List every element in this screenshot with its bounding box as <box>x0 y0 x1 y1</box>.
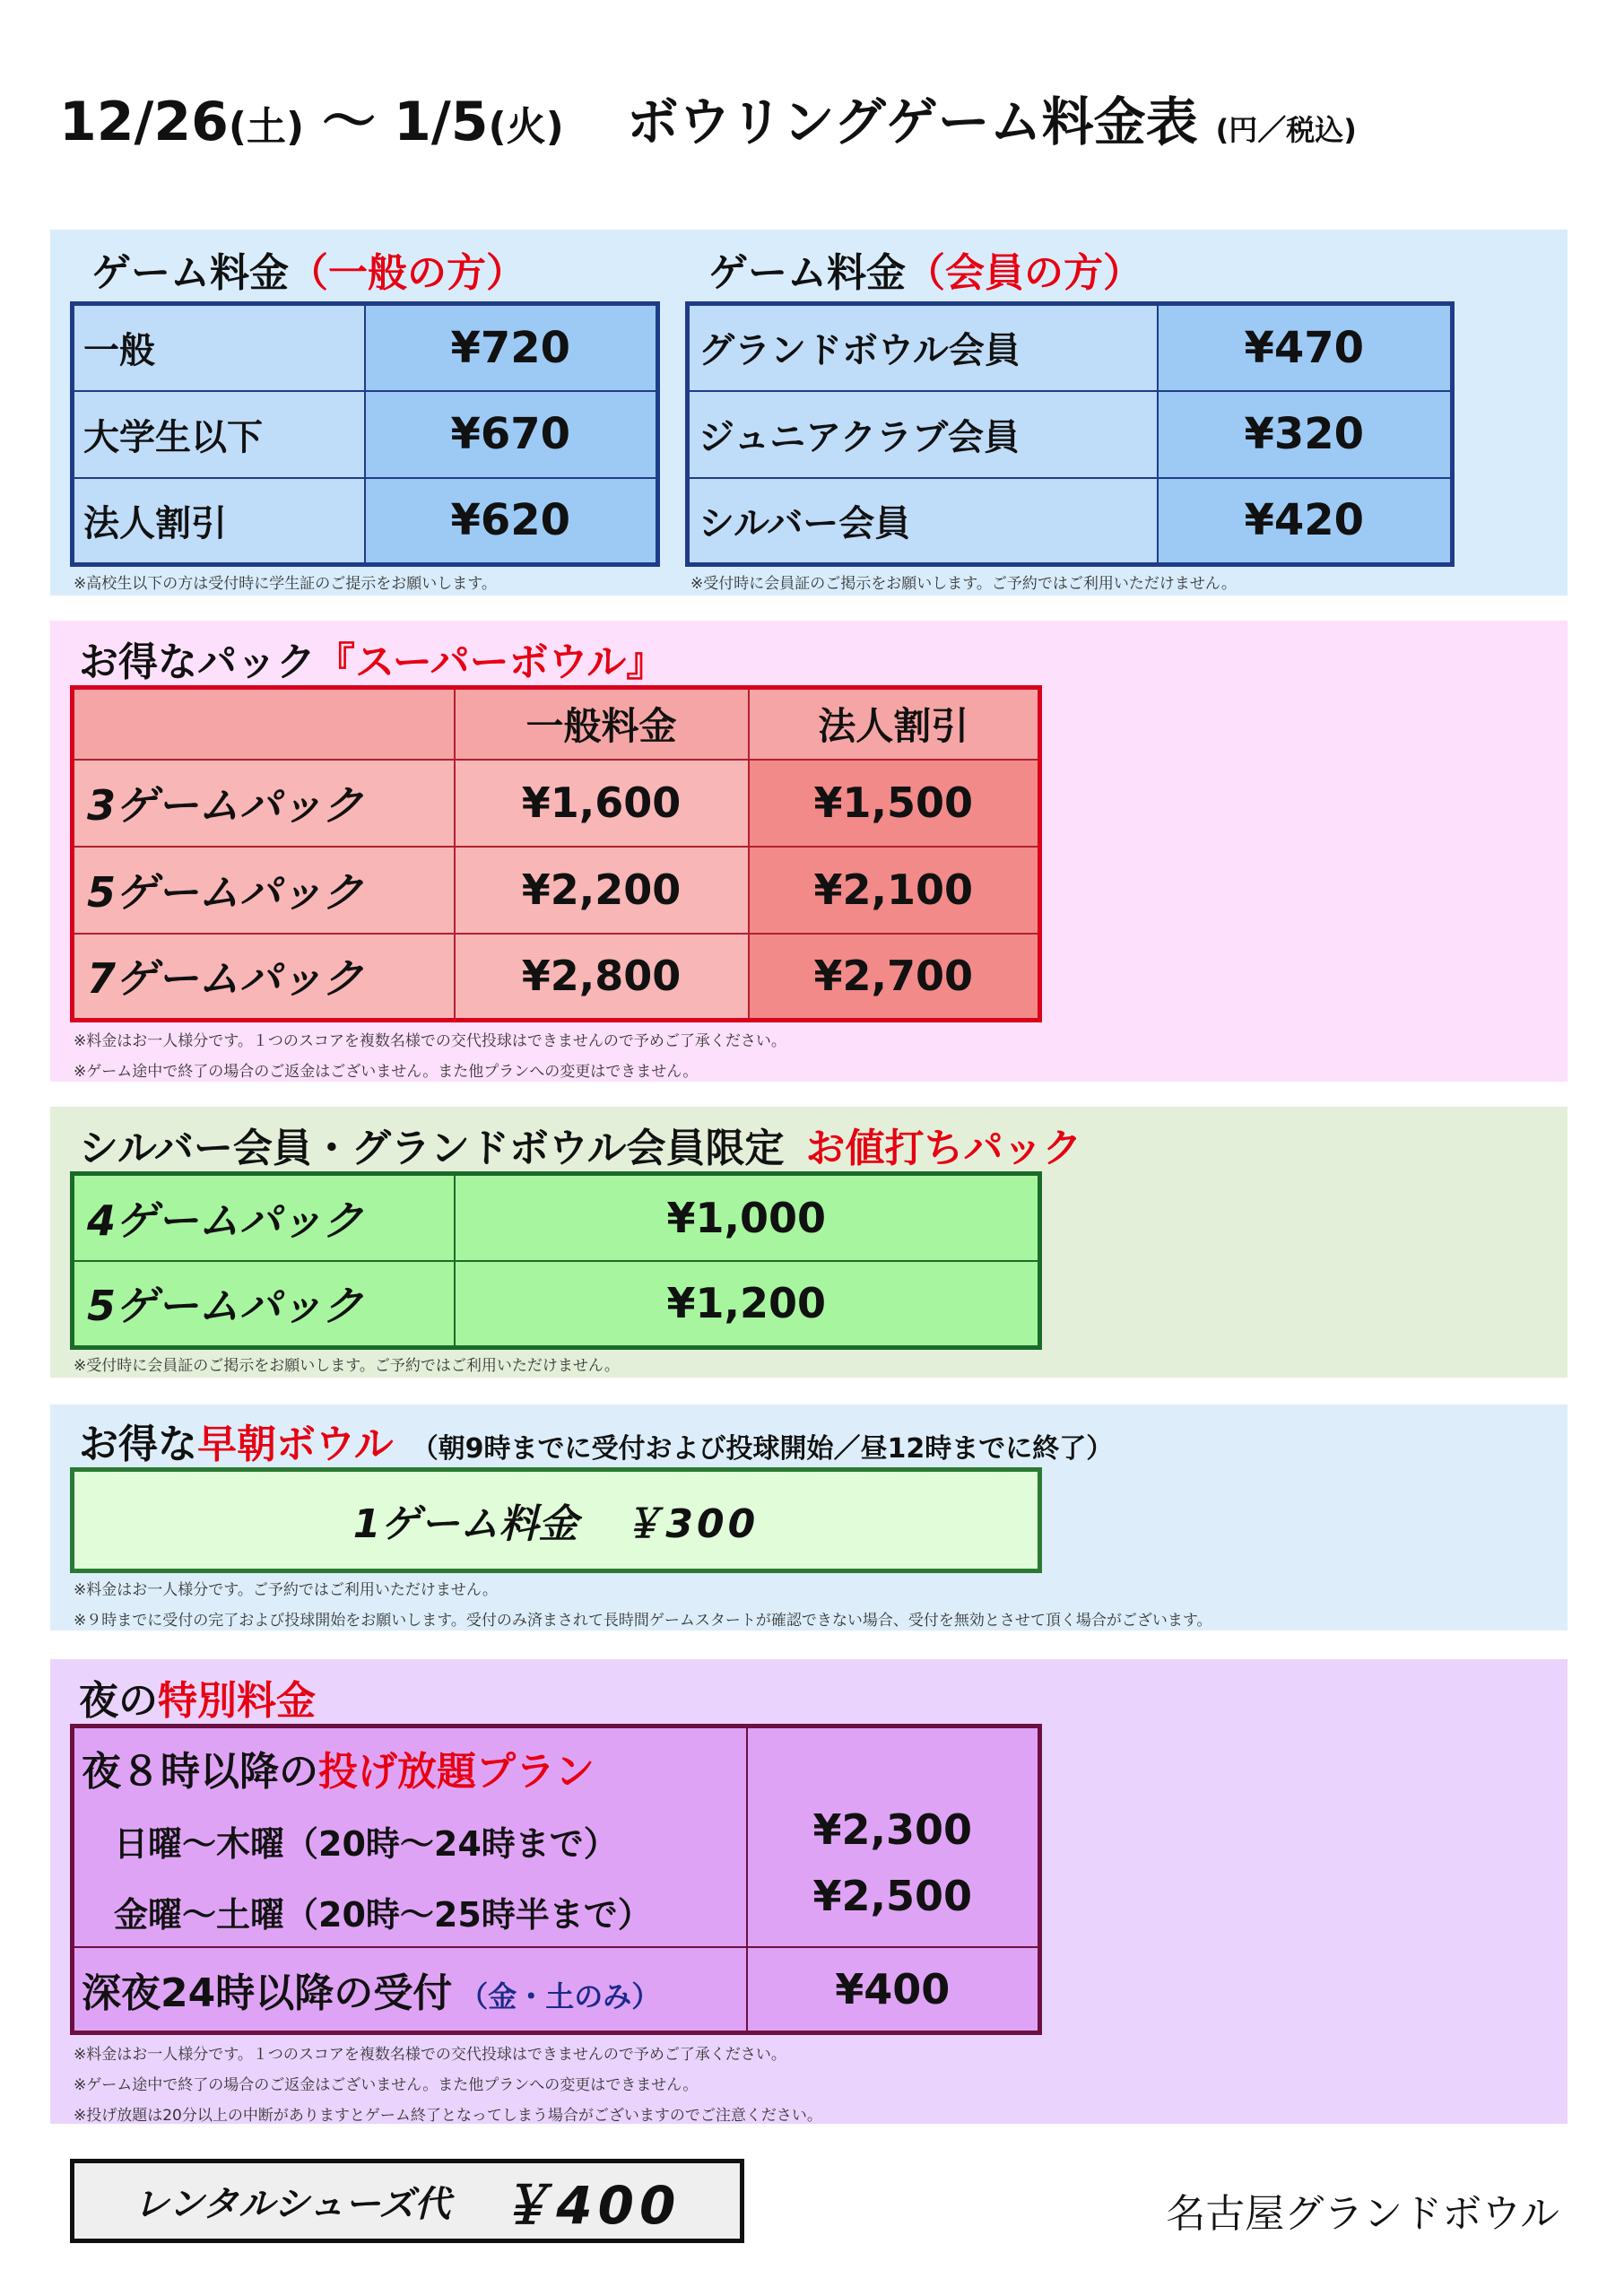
weekday-price: ¥2,300 <box>812 1805 972 1854</box>
table-row <box>73 1261 1040 1348</box>
table-row <box>73 1174 1040 1261</box>
night-note-1: ※料金はお一人様分です。１つのスコアを複数名様での交代投球はできませんので予めご了承ください。 <box>74 2046 786 2064</box>
early-bowl-label: 1ゲーム料金 <box>352 1501 578 1547</box>
date-tilde: 〜 <box>322 91 377 153</box>
table-row <box>73 760 1040 847</box>
pack-label: 5ゲームパック <box>73 847 455 934</box>
superbowl-note-1: ※料金はお一人様分です。１つのスコアを複数名様での交代投球はできませんので予めご了承ください。 <box>74 1032 786 1050</box>
fee-price: ¥470 <box>1158 304 1453 391</box>
header-empty <box>73 688 455 760</box>
page-title: ボウリングゲーム料金表 <box>626 91 1198 152</box>
early-bowl-price: ￥300 <box>622 1501 760 1547</box>
pack-label: 7ゲームパック <box>73 934 455 1021</box>
early-bowl-price-box <box>70 1467 1042 1573</box>
fee-label: ジュニアクラブ会員 <box>688 391 1158 478</box>
day-start: (土) <box>228 104 305 150</box>
pack-label: 5ゲームパック <box>73 1261 455 1348</box>
unlimited-prices <box>747 1726 1040 1947</box>
pack-label: 3ゲームパック <box>73 760 455 847</box>
member-fee-table <box>685 301 1455 567</box>
table-row <box>73 1947 1040 2033</box>
page-header <box>59 79 1357 160</box>
member-pack-note: ※受付時に会員証のご掲示をお願いします。ご予約ではご利用いただけません。 <box>74 1357 620 1375</box>
fee-price: ¥320 <box>1158 391 1453 478</box>
table-row <box>688 304 1453 391</box>
fee-label: 大学生以下 <box>73 391 365 478</box>
night-note-2: ※ゲーム途中で終了の場合のご返金はございません。また他プランへの変更はできません。 <box>74 2076 699 2094</box>
rental-shoes-box <box>70 2159 744 2243</box>
late-night-price: ¥400 <box>747 1947 1040 2033</box>
table-row <box>73 304 658 391</box>
table-row <box>688 391 1453 478</box>
rental-shoes-price: ￥400 <box>499 2175 682 2236</box>
general-fee-table <box>70 301 660 567</box>
pack-price: ¥1,000 <box>455 1174 1040 1261</box>
fee-label: 法人割引 <box>73 478 365 565</box>
pack-general-price: ¥1,600 <box>455 760 749 847</box>
day-end: (火) <box>488 104 564 150</box>
col-general: 一般料金 <box>455 688 749 760</box>
pack-corp-price: ¥2,700 <box>749 934 1040 1021</box>
fee-label: 一般 <box>73 304 365 391</box>
pack-corp-price: ¥2,100 <box>749 847 1040 934</box>
early-bowl-note-1: ※料金はお一人様分です。ご予約ではご利用いただけません。 <box>74 1581 498 1599</box>
table-row <box>73 847 1040 934</box>
member-pack-table <box>70 1171 1042 1350</box>
pack-general-price: ¥2,200 <box>455 847 749 934</box>
member-fee-title: ゲーム料金（会員の方） <box>708 250 1142 296</box>
date-end: 1/5 <box>394 91 489 153</box>
date-start: 12/26 <box>59 91 229 153</box>
superbowl-title: お得なパック『スーパーボウル』 <box>79 639 666 685</box>
weekend-hours: 金曜〜土曜（20時〜25時半まで） <box>114 1895 652 1935</box>
price-unit: (円／税込) <box>1215 113 1357 147</box>
night-table <box>70 1724 1042 2035</box>
table-row <box>688 478 1453 565</box>
fee-price: ¥720 <box>365 304 658 391</box>
pack-corp-price: ¥1,500 <box>749 760 1040 847</box>
weekend-price: ¥2,500 <box>812 1872 972 1920</box>
fee-price: ¥420 <box>1158 478 1453 565</box>
unlimited-plan-cell <box>73 1726 747 1947</box>
rental-shoes-label: レンタルシューズ代 <box>133 2183 451 2225</box>
general-fee-title: ゲーム料金（一般の方） <box>91 250 525 296</box>
fee-price: ¥670 <box>365 391 658 478</box>
unlimited-plan-title: 夜８時以降の投げ放題プラン <box>82 1749 595 1795</box>
fee-price: ¥620 <box>365 478 658 565</box>
member-fee-note: ※受付時に会員証のご掲示をお願いします。ご予約ではご利用いただけません。 <box>690 575 1237 593</box>
night-note-3: ※投げ放題は20分以上の中断がありますとゲーム終了となってしまう場合がございますのでご注意ください。 <box>74 2107 822 2125</box>
pack-general-price: ¥2,800 <box>455 934 749 1021</box>
late-night-label: 深夜24時以降の受付 （金・土のみ） <box>73 1947 747 2033</box>
venue-name: 名古屋グランドボウル <box>1166 2191 1559 2237</box>
table-header-row <box>73 688 1040 760</box>
table-row <box>73 1726 1040 1947</box>
night-title: 夜の特別料金 <box>79 1678 316 1724</box>
pack-label: 4ゲームパック <box>73 1174 455 1261</box>
weekday-hours: 日曜〜木曜（20時〜24時まで） <box>114 1824 618 1864</box>
table-row <box>73 391 658 478</box>
general-fee-note: ※高校生以下の方は受付時に学生証のご提示をお願いします。 <box>74 575 497 593</box>
col-corp: 法人割引 <box>749 688 1040 760</box>
superbowl-note-2: ※ゲーム途中で終了の場合のご返金はございません。また他プランへの変更はできません。 <box>74 1063 699 1081</box>
table-row <box>73 934 1040 1021</box>
superbowl-table <box>70 685 1042 1022</box>
member-pack-title: シルバー会員・グランドボウル会員限定 お値打ちパック <box>79 1126 1082 1171</box>
early-bowl-note-2: ※９時までに受付の完了および投球開始をお願いします。受付のみ済まされて長時間ゲームスタートが確認できない場合、受付を無効とさせて頂く場合がございます。 <box>74 1612 1212 1630</box>
pack-price: ¥1,200 <box>455 1261 1040 1348</box>
fee-label: シルバー会員 <box>688 478 1158 565</box>
early-bowl-title: お得な早朝ボウル （朝9時までに受付および投球開始／昼12時までに終了） <box>79 1422 1114 1467</box>
fee-label: グランドボウル会員 <box>688 304 1158 391</box>
table-row <box>73 478 658 565</box>
